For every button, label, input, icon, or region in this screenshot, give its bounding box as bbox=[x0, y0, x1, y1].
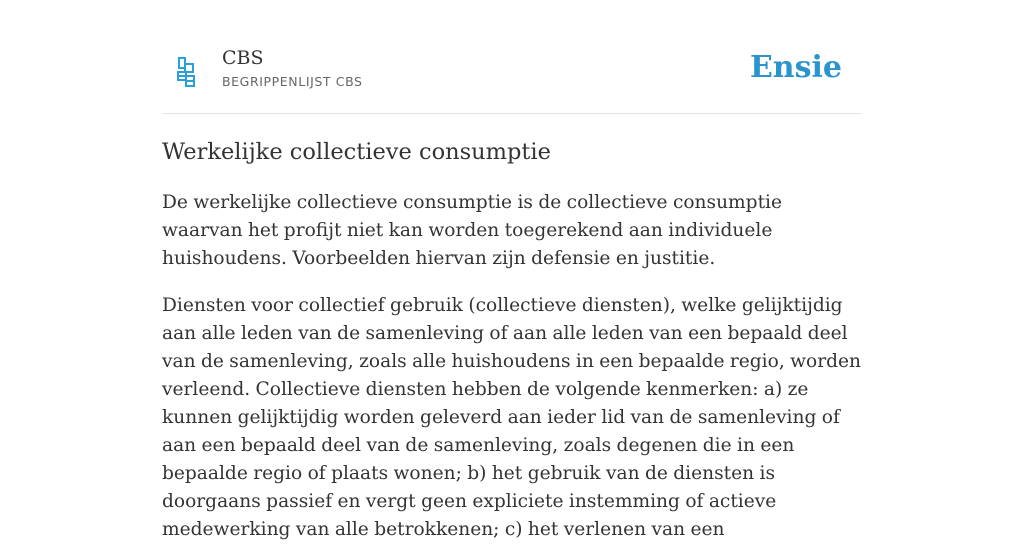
ensie-logo[interactable]: Ensie bbox=[749, 50, 842, 85]
definition-paragraph-2: Diensten voor collectief gebruik (collectieve diensten), welke gelijktijdig aan alle leden van de samenleving of aan alle leden van een bepaald deel van de samenleving, zoals alle huishoudens in een bepaalde regio, worden verleend. Collectieve diensten hebben de volgende kenmerken: a) ze kunnen gelijktijdig worden geleverd aan ieder lid van de samenleving of aan een bepaald deel van de samenleving, zoals degenen die in een bepaalde regio of plaats wonen; b) het gebruik van de diensten is doorgaans passief en vergt geen expliciete instemming of actieve medewerking van alle betrokkenen; c) het verlenen van een bbox=[162, 295, 862, 540]
source-name[interactable]: CBS bbox=[222, 47, 264, 69]
definition-card bbox=[162, 40, 862, 544]
cbs-logo-icon[interactable] bbox=[174, 56, 198, 88]
term-title: Werkelijke collectieve consumptie bbox=[162, 139, 551, 165]
definition-paragraph-1: De werkelijke collectieve consumptie is de collectieve consumptie waarvan het profijt niet kan worden toegerekend aan individuele huishoudens. Voorbeelden hiervan zijn defensie en justitie. bbox=[162, 192, 782, 269]
source-subtitle[interactable]: BEGRIPPENLIJST CBS bbox=[222, 74, 363, 89]
card-header bbox=[162, 40, 862, 114]
